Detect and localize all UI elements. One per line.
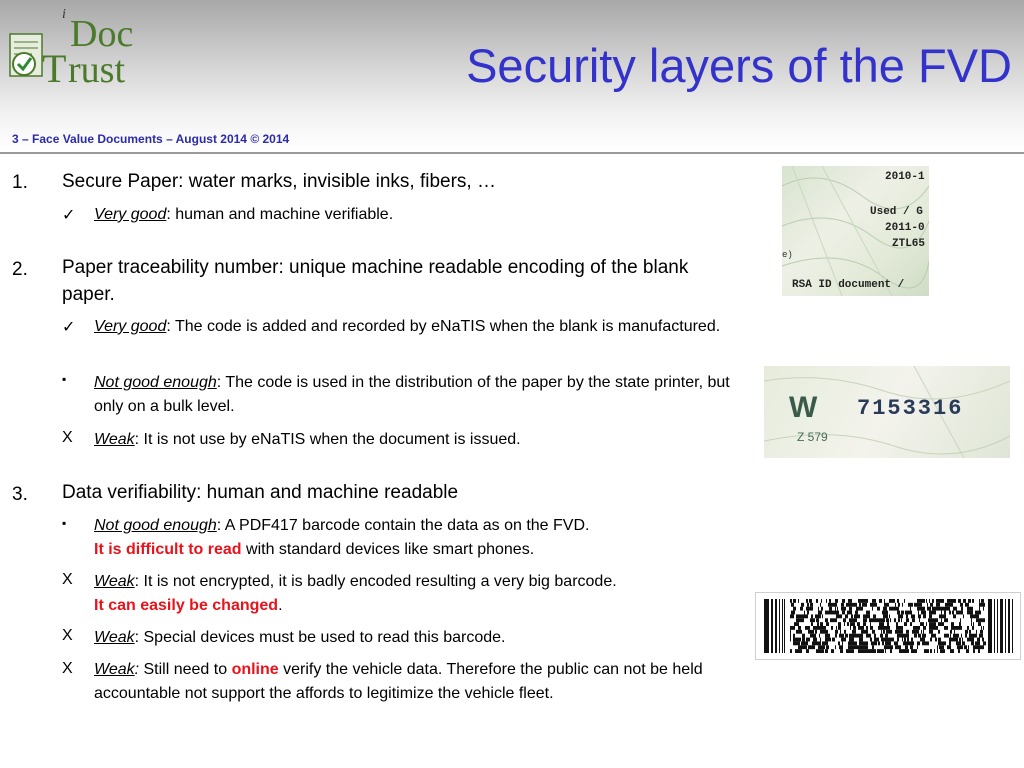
point-tag: Weak xyxy=(94,431,135,448)
section-1-heading: Secure Paper: water marks, invisible inks, fibers, … xyxy=(62,171,496,192)
serial-number-image xyxy=(764,366,1010,458)
point-tag: Very good xyxy=(94,206,167,223)
slide-subtitle: 3 – Face Value Documents – August 2014 © 2014 xyxy=(12,132,290,146)
check-icon: ✓ xyxy=(62,319,76,336)
square-bullet-icon: ▪ xyxy=(62,372,67,386)
doc-line-3: 2011-0 xyxy=(885,222,925,234)
section-2-number: 2. xyxy=(12,259,28,280)
section-3-point-3 xyxy=(94,626,754,650)
serial-number: 7153316 xyxy=(857,396,964,421)
section-3-number: 3. xyxy=(12,484,28,505)
serial-code: Z 579 xyxy=(797,430,828,444)
point-text: : human and machine verifiable. xyxy=(166,206,394,223)
point-text-after: . xyxy=(278,597,283,614)
section-3-heading: Data verifiability: human and machine readable xyxy=(62,482,459,503)
point-text-after: with standard devices like smart phones. xyxy=(241,541,535,558)
document-sample-image xyxy=(782,166,929,296)
section-2-heading: Paper traceability number: unique machine readable encoding of the blank paper. xyxy=(62,257,689,305)
point-tag: Not good enough xyxy=(94,517,217,534)
highlight-text: online xyxy=(231,661,279,678)
cross-icon: X xyxy=(62,571,73,588)
point-tag: Weak xyxy=(94,629,135,646)
pdf417-barcode-image xyxy=(755,592,1021,660)
section-2-point-3 xyxy=(94,428,754,452)
doc-line-5: RSA ID document / xyxy=(792,279,905,291)
doc-line-4: ZTL65 xyxy=(892,238,926,250)
svg-text:T: T xyxy=(42,46,67,86)
cross-icon: X xyxy=(62,660,73,677)
section-3-point-4 xyxy=(94,658,744,706)
slide-header xyxy=(0,0,1024,154)
highlight-text: It is difficult to read xyxy=(94,541,242,558)
point-text: : Special devices must be used to read this barcode. xyxy=(134,629,506,646)
svg-text:Doc: Doc xyxy=(70,13,134,55)
point-tag: Weak xyxy=(94,573,135,590)
point-colon: : xyxy=(134,661,140,678)
point-text: : The code is used in the distribution of the paper by the state printer, but only on a bulk level. xyxy=(94,374,730,415)
section-1-number: 1. xyxy=(12,172,28,193)
doc-side-mark: e) xyxy=(782,250,793,260)
section-1-point-1 xyxy=(94,203,754,227)
highlight-text: It can easily be changed xyxy=(94,597,279,614)
point-tag: Weak xyxy=(94,661,135,678)
point-text: : The code is added and recorded by eNaTIS when the blank is manufactured. xyxy=(166,318,721,335)
cross-icon: X xyxy=(62,627,73,644)
point-tag: Very good xyxy=(94,318,167,335)
section-2-point-2 xyxy=(94,371,754,419)
point-text-after: verify the vehicle data. Therefore the public can not be held accountable not support the affords to legitimize the vehicle fleet. xyxy=(94,661,703,702)
idoctrust-logo xyxy=(4,4,162,86)
point-text: Still need to xyxy=(139,661,232,678)
svg-text:rust: rust xyxy=(68,49,125,86)
section-2-point-1 xyxy=(94,315,754,339)
square-bullet-icon: ▪ xyxy=(62,516,67,530)
check-icon: ✓ xyxy=(62,207,76,224)
doc-line-2: Used / G xyxy=(870,206,923,218)
section-3-point-1 xyxy=(94,514,754,562)
section-3-point-2 xyxy=(94,570,774,618)
pdf417-barcode xyxy=(756,593,1020,659)
cross-icon: X xyxy=(62,429,73,446)
point-text: : It is not encrypted, it is badly encoded resulting a very big barcode. xyxy=(134,573,617,590)
slide-title: Security layers of the FVD xyxy=(466,39,1012,92)
serial-letter: W xyxy=(789,391,818,424)
point-text: : It is not use by eNaTIS when the document is issued. xyxy=(134,431,521,448)
point-text: : A PDF417 barcode contain the data as on the FVD. xyxy=(216,517,590,534)
doc-line-1: 2010-1 xyxy=(885,171,925,183)
svg-text:i: i xyxy=(62,7,66,22)
point-tag: Not good enough xyxy=(94,374,217,391)
